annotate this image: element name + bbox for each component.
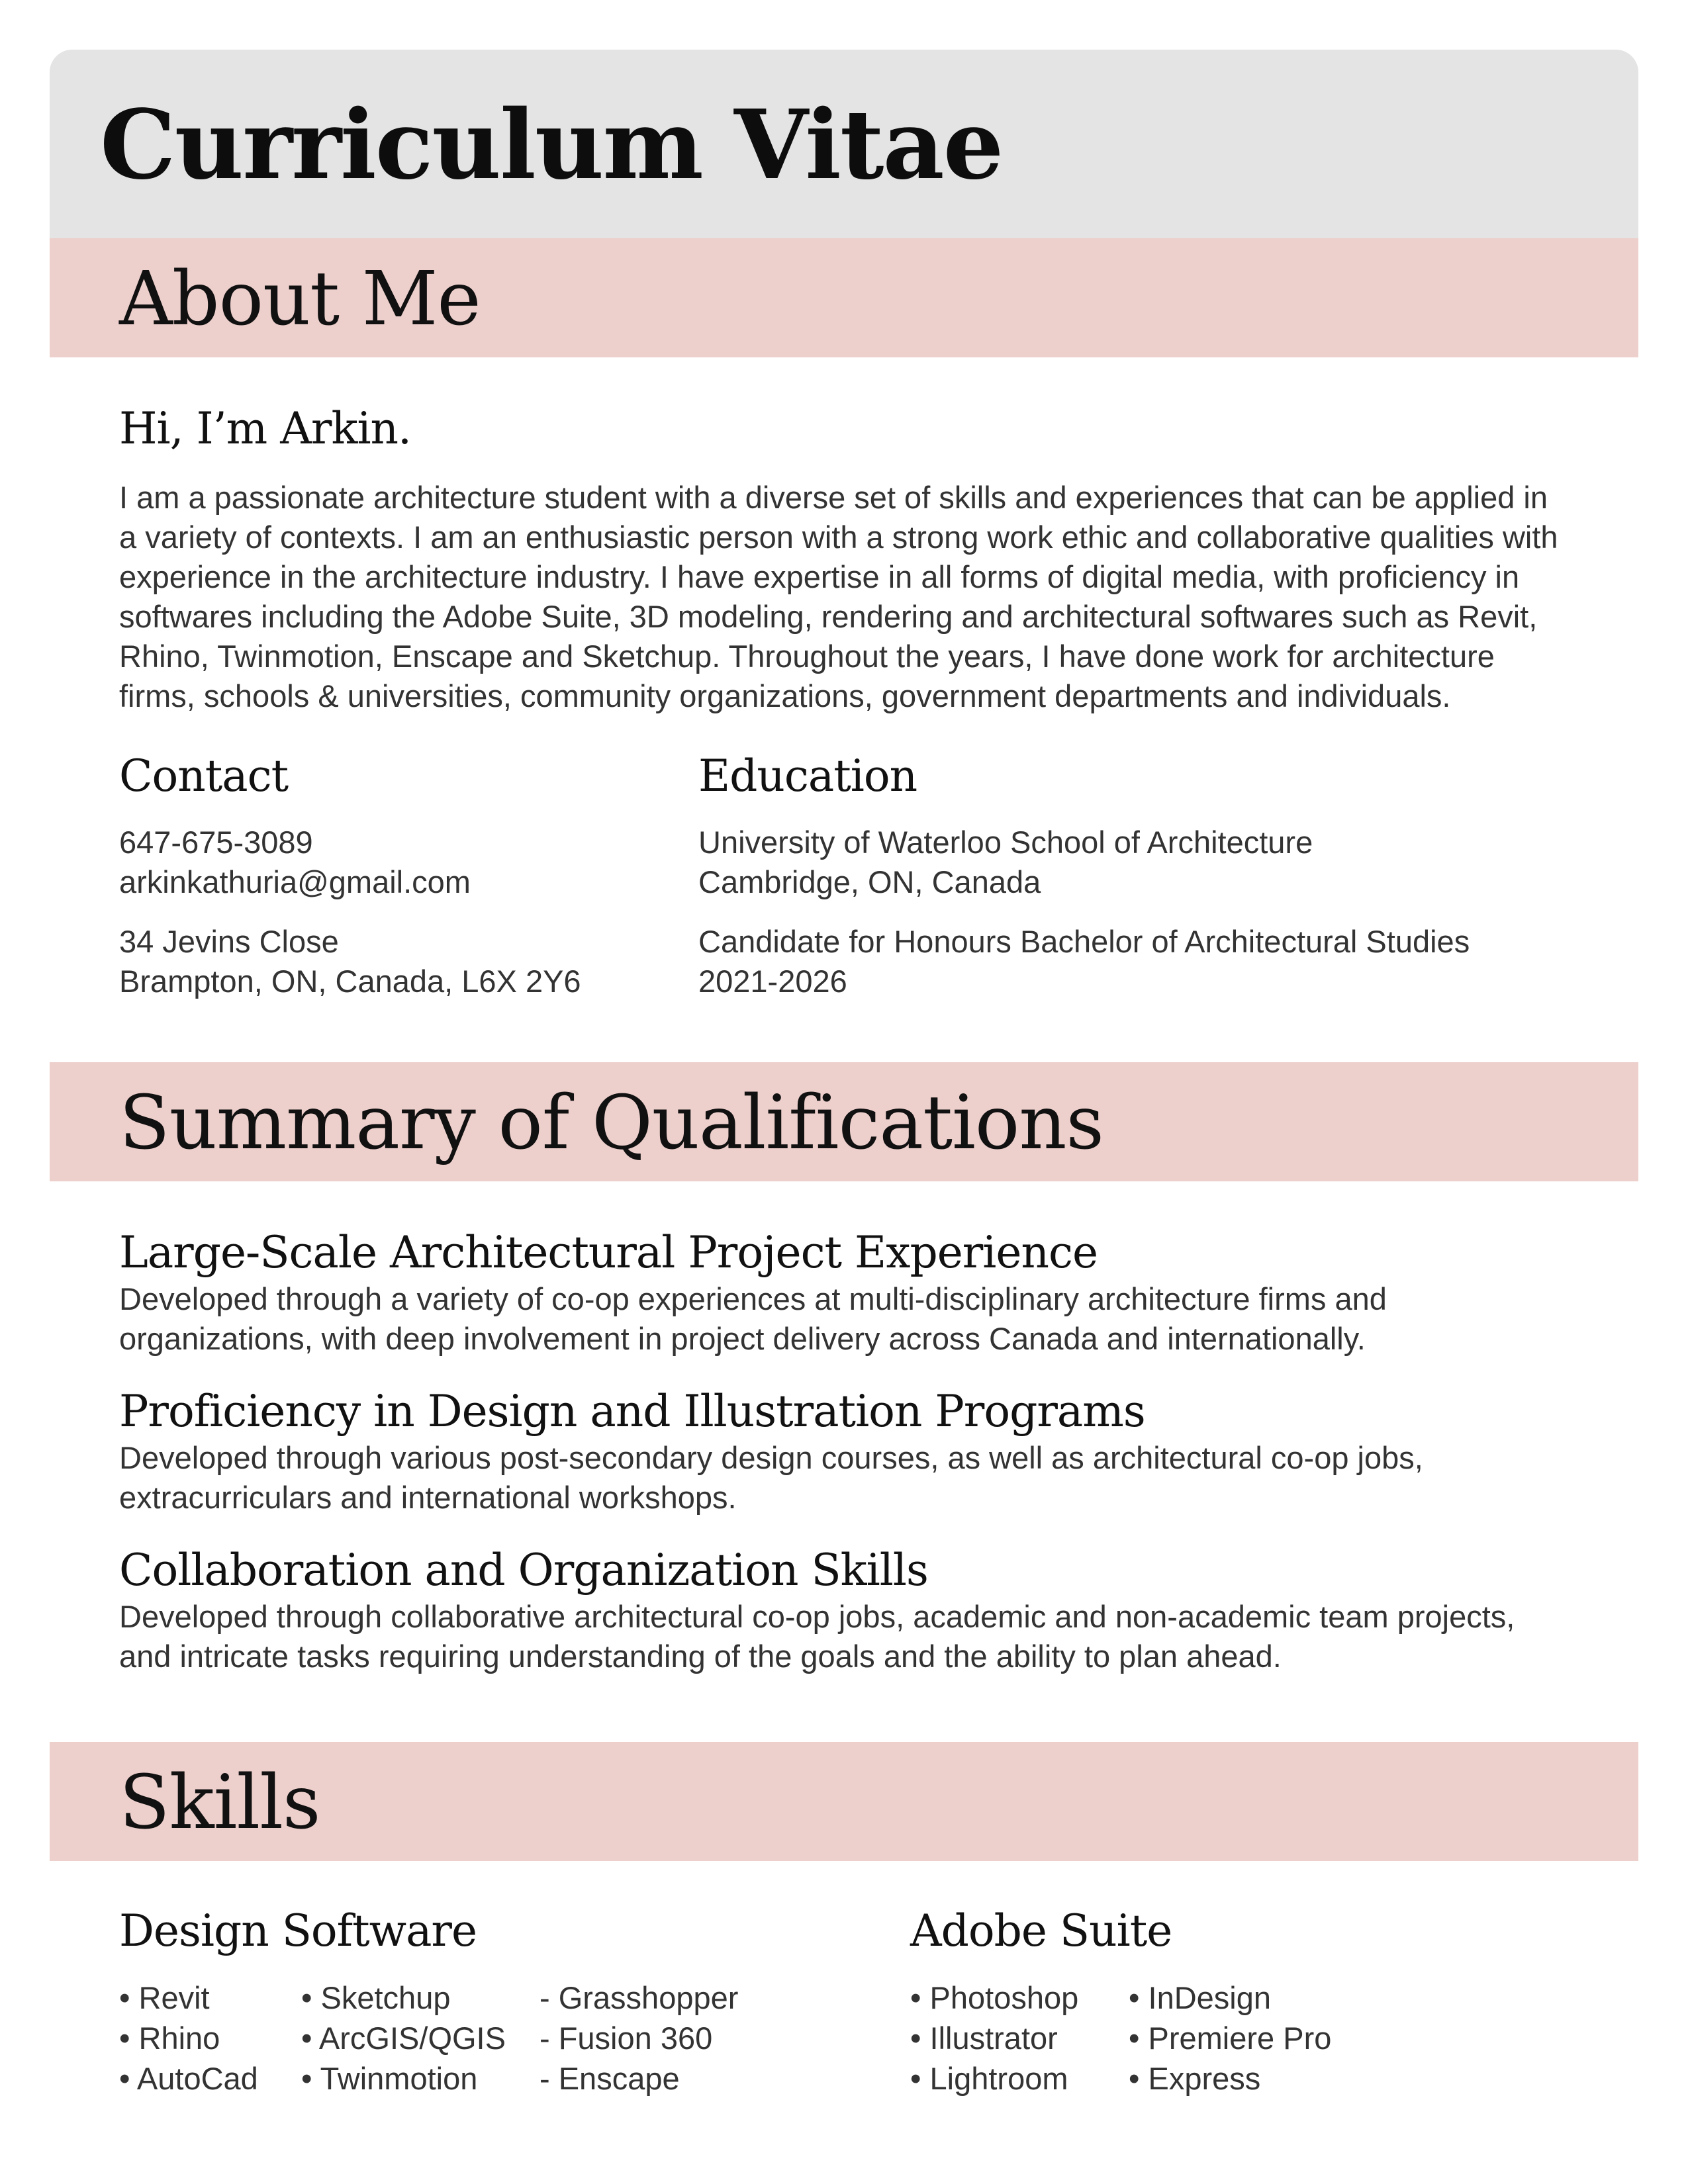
skill-item: • AutoCad: [119, 2061, 258, 2096]
skill-item: • Premiere Pro: [1129, 2021, 1332, 2056]
qualification-description: Developed through a variety of co-op experiences at multi-disciplinary architecture firms and: [119, 1281, 1387, 1316]
qualification-description: Developed through various post-secondary design courses, as well as architectural co-op jobs,: [119, 1440, 1423, 1475]
design-software-heading: Design Software: [119, 1905, 477, 1956]
skill-item: • Sketchup: [301, 1980, 451, 2015]
adobe-suite-list-col2: [1129, 1978, 1331, 2099]
skill-item: • InDesign: [1129, 1980, 1272, 2015]
about-line: Rhino, Twinmotion, Enscape and Sketchup. Throughout the years, I have done work for architecture: [119, 639, 1495, 674]
page-title: Curriculum Vitae: [100, 89, 1003, 201]
about-line: experience in the architecture industry. I have expertise in all forms of digital media, with proficiency in: [119, 559, 1520, 594]
design-software-list-col3: [539, 1978, 738, 2099]
about-line: softwares including the Adobe Suite, 3D modeling, rendering and architectural softwares such as Revit,: [119, 599, 1538, 634]
skill-item: • Lightroom: [910, 2061, 1068, 2096]
contact-address-line1: 34 Jevins Close: [119, 924, 339, 959]
skill-item: • ArcGIS/QGIS: [301, 2021, 506, 2056]
qualification-title: Proficiency in Design and Illustration Programs: [119, 1386, 1145, 1437]
education-school: University of Waterloo School of Architecture: [698, 825, 1313, 860]
contact-phone: 647-675-3089: [119, 825, 313, 860]
skill-item: • Revit: [119, 1980, 210, 2015]
skill-item: - Fusion 360: [539, 2021, 713, 2056]
qualification-description: and intricate tasks requiring understanding of the goals and the ability to plan ahead.: [119, 1639, 1282, 1674]
qualification-title: Large-Scale Architectural Project Experience: [119, 1227, 1098, 1278]
title-block: [50, 50, 1638, 238]
skill-item: • Photoshop: [910, 1980, 1079, 2015]
education-location: Cambridge, ON, Canada: [698, 864, 1041, 899]
qualification-description: Developed through collaborative architectural co-op jobs, academic and non-academic team projects,: [119, 1599, 1515, 1634]
skill-item: • Twinmotion: [301, 2061, 478, 2096]
skills-section-band: [50, 1742, 1638, 1861]
greeting: Hi, I’m Arkin.: [119, 403, 412, 454]
about-heading: About Me: [119, 256, 481, 342]
skill-item: • Illustrator: [910, 2021, 1058, 2056]
contact-email: arkinkathuria@gmail.com: [119, 864, 471, 899]
contact-heading: Contact: [119, 751, 289, 801]
adobe-suite-list-col1: [910, 1978, 1078, 2099]
skill-item: - Enscape: [539, 2061, 680, 2096]
skill-item: • Express: [1129, 2061, 1261, 2096]
qualification-description: extracurriculars and international workshops.: [119, 1480, 737, 1515]
skill-item: - Grasshopper: [539, 1980, 739, 2015]
adobe-suite-heading: Adobe Suite: [910, 1905, 1172, 1956]
design-software-list-col2: [301, 1978, 506, 2099]
about-line: firms, schools & universities, community organizations, government departments and individuals.: [119, 678, 1451, 713]
qualification-description: organizations, with deep involvement in project delivery across Canada and internationally.: [119, 1321, 1366, 1356]
skill-item: • Rhino: [119, 2021, 220, 2056]
qualifications-heading: Summary of Qualifications: [119, 1080, 1103, 1166]
education-degree: Candidate for Honours Bachelor of Architectural Studies: [698, 924, 1470, 959]
education-years: 2021-2026: [698, 964, 847, 999]
qualifications-section-band: [50, 1062, 1638, 1181]
about-line: a variety of contexts. I am an enthusiastic person with a strong work ethic and collaborative qualities with: [119, 520, 1558, 555]
skills-heading: Skills: [119, 1760, 320, 1846]
qualification-title: Collaboration and Organization Skills: [119, 1545, 928, 1596]
contact-address-line2: Brampton, ON, Canada, L6X 2Y6: [119, 964, 581, 999]
about-line: I am a passionate architecture student with a diverse set of skills and experiences that can be applied in: [119, 480, 1548, 515]
design-software-list-col1: [119, 1978, 258, 2099]
about-section-band: [50, 238, 1638, 357]
education-heading: Education: [698, 751, 917, 801]
